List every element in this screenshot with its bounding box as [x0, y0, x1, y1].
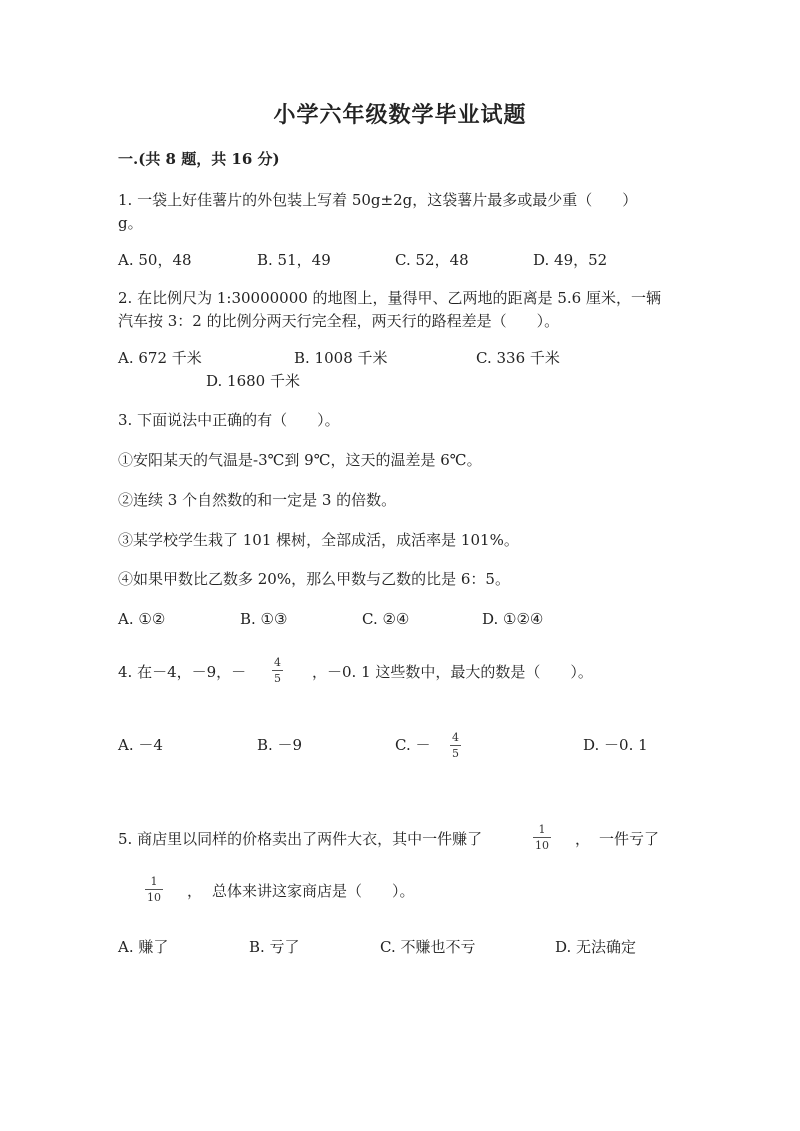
- q5-fraction-1-denominator: 10: [535, 839, 549, 852]
- fraction-bar: [145, 889, 163, 890]
- q3-option-d[interactable]: D. ①②④: [482, 610, 544, 628]
- q4-fraction-numerator: 4: [274, 656, 281, 669]
- q2-option-d[interactable]: D. 1680 千米: [206, 372, 300, 390]
- q5-fraction-2-denominator: 10: [147, 891, 161, 904]
- q4-fraction: [272, 656, 283, 685]
- q2-stem-line2: 汽车按 3：2 的比例分两天行完全程，两天行的路程差是（ ）。: [118, 312, 560, 330]
- q3-statement-1: ①安阳某天的气温是-3℃到 9℃，这天的温差是 6℃。: [118, 451, 482, 469]
- q3-statement-3: ③某学校学生栽了 101 棵树，全部成活，成活率是 101%。: [118, 531, 519, 549]
- q1-option-d[interactable]: D. 49，52: [533, 251, 608, 269]
- q2-option-b[interactable]: B. 1008 千米: [294, 349, 388, 367]
- q5-fraction-1-numerator: 1: [538, 823, 546, 836]
- page-title: 小学六年级数学毕业试题: [273, 102, 527, 128]
- q4-option-a[interactable]: A. －4: [118, 736, 163, 754]
- q3-statement-2: ②连续 3 个自然数的和一定是 3 的倍数。: [118, 491, 397, 509]
- q5-option-a[interactable]: A. 赚了: [118, 938, 169, 956]
- section-heading: 一.(共 8 题，共 16 分): [118, 150, 280, 168]
- q1-stem-line1: 1. 一袋上好佳薯片的外包装上写着 50g±2g，这袋薯片最多或最少重（ ）: [118, 191, 638, 209]
- q4-stem-part1: 4. 在－4，－9，－: [118, 663, 247, 681]
- fraction-bar: [450, 745, 461, 746]
- q5-fraction-2-numerator: 1: [150, 875, 158, 888]
- q5-option-c[interactable]: C. 不赚也不亏: [380, 938, 476, 956]
- q1-stem-line2: g。: [118, 214, 143, 232]
- q1-option-a[interactable]: A. 50，48: [118, 251, 192, 269]
- q5-stem-part2: ，: [575, 830, 591, 848]
- q3-option-c[interactable]: C. ②④: [362, 610, 410, 628]
- q5-fraction-1: [533, 823, 551, 852]
- q1-option-b[interactable]: B. 51，49: [257, 251, 331, 269]
- q5-stem-part3: 一件亏了: [599, 830, 660, 848]
- q2-option-c[interactable]: C. 336 千米: [476, 349, 560, 367]
- q3-stem: 3. 下面说法中正确的有（ ）。: [118, 411, 340, 429]
- q4-fraction-denominator: 5: [274, 672, 281, 685]
- q5-option-b[interactable]: B. 亏了: [249, 938, 300, 956]
- q2-stem-line1: 2. 在比例尺为 1:30000000 的地图上，量得甲、乙两地的距离是 5.6 厘米，一辆: [118, 289, 661, 307]
- q4-stem-part2: ，－0. 1 这些数中，最大的数是（ ）。: [312, 663, 593, 681]
- q4-option-c[interactable]: C. －: [395, 736, 431, 754]
- q2-option-a[interactable]: A. 672 千米: [118, 349, 202, 367]
- q5-stem-part5: 总体来讲这家商店是（ ）。: [212, 882, 415, 900]
- q3-option-b[interactable]: B. ①③: [240, 610, 288, 628]
- q4-option-d[interactable]: D. －0. 1: [583, 736, 648, 754]
- q4-option-c-fraction: [450, 731, 461, 760]
- q3-statement-4: ④如果甲数比乙数多 20%，那么甲数与乙数的比是 6：5。: [118, 570, 510, 588]
- fraction-bar: [272, 670, 283, 671]
- q5-stem-part4: ，: [187, 882, 203, 900]
- q5-option-d[interactable]: D. 无法确定: [555, 938, 637, 956]
- fraction-bar: [533, 837, 551, 838]
- q5-fraction-2: [145, 875, 163, 904]
- q3-option-a[interactable]: A. ①②: [118, 610, 166, 628]
- q4-option-b[interactable]: B. －9: [257, 736, 303, 754]
- q5-stem-part1: 5. 商店里以同样的价格卖出了两件大衣，其中一件赚了: [118, 830, 483, 848]
- q4-option-c-denominator: 5: [452, 747, 459, 760]
- q1-option-c[interactable]: C. 52，48: [395, 251, 469, 269]
- q4-option-c-numerator: 4: [452, 731, 459, 744]
